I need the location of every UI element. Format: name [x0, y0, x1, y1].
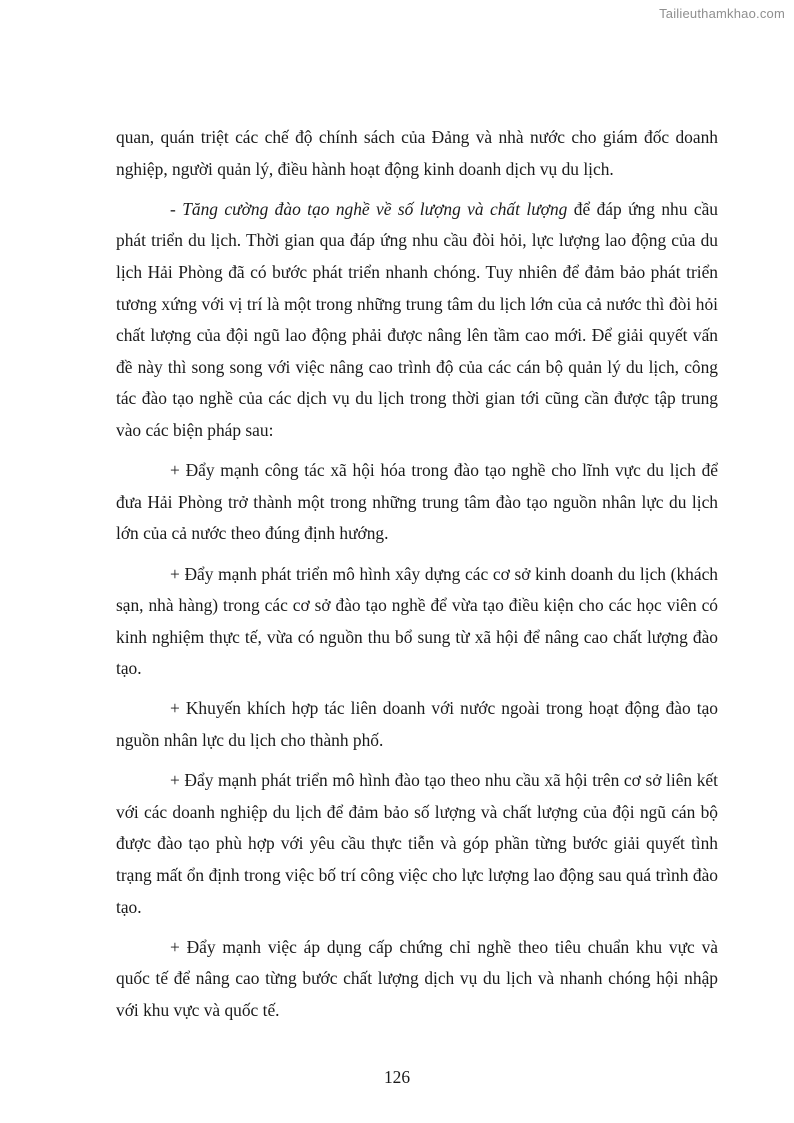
- document-body: [116, 122, 718, 1035]
- page-number: 126: [383, 1067, 411, 1087]
- italic-heading: Tăng cường đào tạo nghề về số lượng và chất lượng: [182, 198, 568, 219]
- paragraph-text: để đáp ứng nhu cầu phát triển du lịch. Thời gian qua đáp ứng nhu cầu đòi hỏi, lực lượng lao động của du lịch Hải Phòng đã có bước phát triển nhanh chóng. Tuy nhiên để đảm bảo phát triển tương xứng với vị trí là một trong những trung tâm du lịch lớn của cả nước thì đòi hỏi chất lượng của đội ngũ lao động phải được nâng lên tầm cao mới. Để giải quyết vấn đề này thì song song với việc nâng cao trình độ của các cán bộ quản lý du lịch, công tác đào tạo nghề của các dịch vụ du lịch trong thời gian tới cũng cần được tập trung vào các biện pháp sau:: [116, 198, 718, 440]
- bullet-paragraph-demand-training: + Đẩy mạnh phát triển mô hình đào tạo theo nhu cầu xã hội trên cơ sở liên kết với các doanh nghiệp du lịch để đảm bảo số lượng và chất lượng của đội ngũ cán bộ được đào tạo phù hợp với yêu cầu thực tiễn và góp phần từng bước giải quyết tình trạng mất ổn định trong việc bố trí công việc cho lực lượng lao động sau quá trình đào tạo.: [116, 770, 718, 917]
- bullet-paragraph-business-model: + Đẩy mạnh phát triển mô hình xây dựng các cơ sở kinh doanh du lịch (khách sạn, nhà hàng) trong các cơ sở đào tạo nghề để vừa tạo điều kiện cho các học viên có kinh nghiệm thực tế, vừa có nguồn thu bổ sung từ xã hội để nâng cao chất lượng đào tạo.: [116, 563, 718, 679]
- bullet-paragraph-socialization: + Đẩy mạnh công tác xã hội hóa trong đào tạo nghề cho lĩnh vực du lịch để đưa Hải Phòng trở thành một trong những trung tâm đào tạo nguồn nhân lực du lịch lớn của cả nước theo đúng định hướng.: [116, 460, 718, 544]
- watermark-text: Tailieuthamkhao.com: [659, 6, 785, 21]
- bullet-paragraph-foreign-cooperation: + Khuyến khích hợp tác liên doanh với nước ngoài trong hoạt động đào tạo nguồn nhân lực du lịch cho thành phố.: [116, 698, 718, 751]
- bullet-paragraph-certification: + Đẩy mạnh việc áp dụng cấp chứng chỉ nghề theo tiêu chuẩn khu vực và quốc tế để nâng cao từng bước chất lượng dịch vụ du lịch và nhanh chóng hội nhập với khu vực và quốc tế.: [116, 936, 718, 1020]
- paragraph-training-intro: [116, 194, 718, 447]
- dash-marker: -: [170, 198, 183, 219]
- paragraph-continuation: quan, quán triệt các chế độ chính sách của Đảng và nhà nước cho giám đốc doanh nghiệp, người quản lý, điều hành hoạt động kinh doanh dịch vụ du lịch.: [116, 127, 718, 179]
